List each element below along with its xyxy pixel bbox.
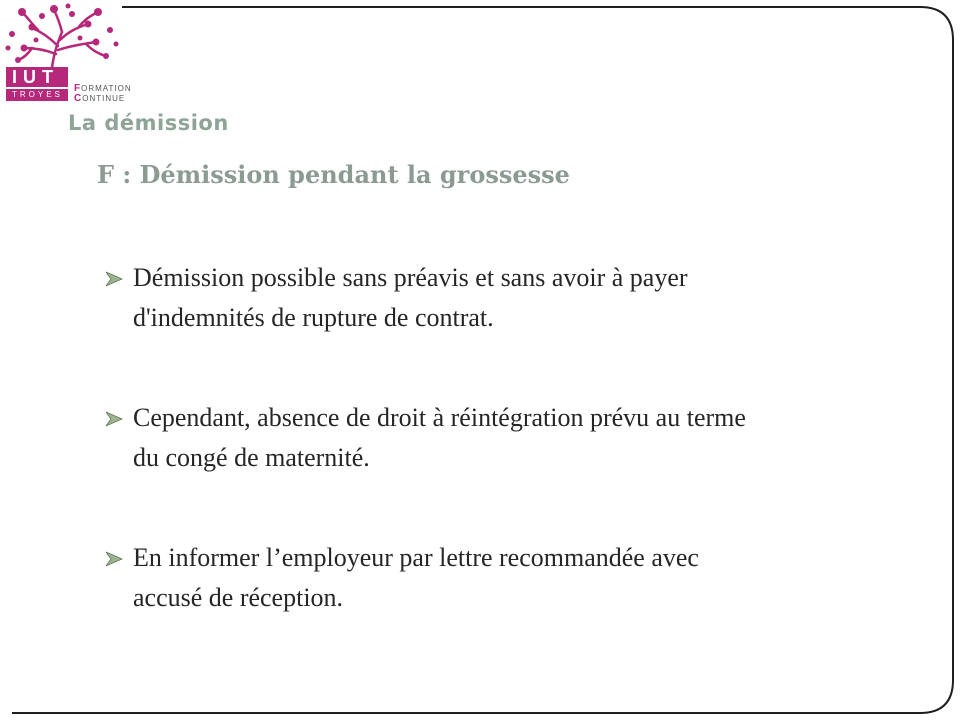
- bullet-item: [104, 398, 904, 478]
- logo-iut-text: IUT: [6, 67, 68, 87]
- bullet-line: du congé de maternité.: [133, 443, 370, 472]
- logo-formation-rest: ORMATION: [81, 84, 132, 93]
- bullet-item: [104, 538, 904, 618]
- arrow-bullet-icon: [106, 271, 124, 287]
- arrow-bullet-icon: [106, 411, 124, 427]
- bullet-line: accusé de réception.: [133, 583, 344, 612]
- logo-continue-rest: ONTINUE: [82, 94, 126, 103]
- bullet-line: En informer l’employeur par lettre recommandée avec: [133, 543, 699, 572]
- iut-troyes-logo: [2, 2, 132, 106]
- bullet-line: d'indemnités de rupture de contrat.: [133, 303, 494, 332]
- logo-troyes-text: TROYES: [6, 89, 68, 101]
- bullet-line: Démission possible sans préavis et sans avoir à payer: [133, 263, 688, 292]
- arrow-bullet-icon: [106, 551, 124, 567]
- logo-f-initial: F: [74, 83, 82, 94]
- section-title: La démission: [68, 111, 229, 135]
- bullet-list: [104, 258, 904, 618]
- logo-formation-continue: [74, 84, 132, 104]
- logo-c-initial: C: [74, 93, 83, 104]
- bullet-item: [104, 258, 904, 338]
- slide-subtitle: F : Démission pendant la grossesse: [97, 160, 570, 189]
- bullet-line: Cependant, absence de droit à réintégration prévu au terme: [133, 403, 746, 432]
